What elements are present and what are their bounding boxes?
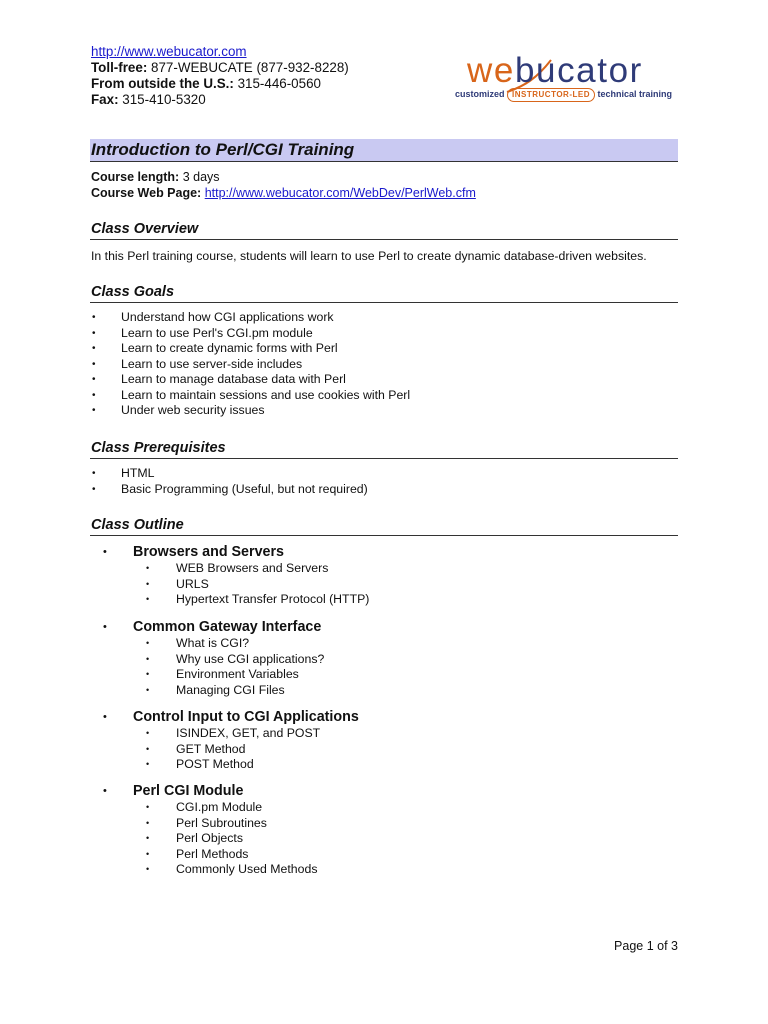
outline-subitem xyxy=(91,831,317,847)
goal-item-text: Learn to use server-side includes xyxy=(121,356,303,371)
logo-wordmark xyxy=(467,52,643,90)
goals-heading-text: Class Goals xyxy=(91,284,175,300)
outline-subitems xyxy=(91,636,324,698)
course-length-value: 3 days xyxy=(182,170,220,184)
goal-item-text: Learn to use Perl's CGI.pm module xyxy=(121,325,313,340)
goal-item-text: Learn to maintain sessions and use cookies with Perl xyxy=(121,387,411,402)
outline-subitem-text: Perl Objects xyxy=(176,831,243,845)
outside-us-label: From outside the U.S.: xyxy=(91,76,234,91)
outline-section xyxy=(91,782,317,878)
outline-heading xyxy=(90,516,678,536)
outline-section-title xyxy=(91,618,324,636)
bullet-icon: • xyxy=(146,802,150,812)
bullet-icon: • xyxy=(92,389,96,401)
goal-item xyxy=(92,403,410,419)
title-bar xyxy=(90,139,678,162)
outline-subitem-text: What is CGI? xyxy=(176,636,250,650)
tollfree-value: 877-WEBUCATE (877-932-8228) xyxy=(151,60,349,75)
bullet-icon: • xyxy=(146,817,150,828)
goal-item xyxy=(92,310,410,326)
logo-wordmark-part-b: bucator xyxy=(514,51,643,90)
outline-section-title xyxy=(91,782,317,800)
page-number: Page 1 of 3 xyxy=(614,939,678,953)
tagline-right: technical training xyxy=(597,89,673,99)
outline-subitem xyxy=(91,816,317,832)
outline-section-title-text: Perl CGI Module xyxy=(133,783,244,799)
outline-heading-text: Class Outline xyxy=(91,517,184,533)
bullet-icon: • xyxy=(146,684,150,695)
prereq-item xyxy=(92,481,368,498)
bullet-icon: • xyxy=(146,669,150,679)
goal-item-text: Learn to create dynamic forms with Perl xyxy=(121,341,338,355)
outside-us-value: 315-446-0560 xyxy=(237,76,321,91)
outline-subitems xyxy=(91,561,369,608)
outline-subitems xyxy=(91,800,317,878)
outline-subitem-text: Managing CGI Files xyxy=(176,682,285,697)
bullet-icon: • xyxy=(92,327,96,339)
webucator-logo xyxy=(455,52,677,102)
goal-item xyxy=(92,372,410,388)
bullet-icon: • xyxy=(103,711,107,723)
outline-subitem xyxy=(91,800,317,816)
overview-heading-text: Class Overview xyxy=(91,221,199,237)
goals-list xyxy=(92,310,411,419)
bullet-icon: • xyxy=(146,728,150,738)
outline-subitem xyxy=(91,683,324,699)
outline-section xyxy=(91,708,359,773)
goals-heading xyxy=(90,283,678,303)
outline-subitem xyxy=(91,667,324,683)
bullet-icon: • xyxy=(146,759,150,769)
overview-heading xyxy=(90,220,678,240)
bullet-icon: • xyxy=(92,405,96,416)
page-title: Introduction to Perl/CGI Training xyxy=(91,140,355,159)
bullet-icon: • xyxy=(146,864,150,874)
goal-item xyxy=(92,387,411,404)
bullet-icon: • xyxy=(92,483,96,495)
bullet-icon: • xyxy=(92,468,96,479)
course-page-link[interactable]: http://www.webucator.com/WebDev/PerlWeb.cfm xyxy=(204,186,476,200)
prereqs-heading xyxy=(90,439,678,459)
bullet-icon: • xyxy=(92,312,96,323)
course-info xyxy=(91,169,476,201)
tagline-left: customized xyxy=(455,89,505,99)
outline-subitem-text: GET Method xyxy=(176,741,246,756)
tollfree-line xyxy=(91,60,349,76)
outline-subitem-text: Environment Variables xyxy=(176,667,299,681)
outline-subitem-text: POST Method xyxy=(176,757,254,771)
logo-wordmark-part-a: we xyxy=(467,51,515,90)
outline-section-title xyxy=(91,543,369,561)
outline-subitem xyxy=(91,726,359,742)
bullet-icon: • xyxy=(146,653,150,664)
bullet-icon: • xyxy=(146,743,150,754)
fax-value: 315-410-5320 xyxy=(122,92,206,107)
outline-subitem-text: ISINDEX, GET, and POST xyxy=(176,726,321,740)
goal-item-text: Learn to manage database data with Perl xyxy=(121,372,346,386)
contact-block xyxy=(91,44,349,108)
outline-subitem-text: CGI.pm Module xyxy=(176,800,263,814)
prereqs-list xyxy=(92,466,368,497)
bullet-icon: • xyxy=(146,563,150,573)
course-page-line xyxy=(91,185,476,201)
prereqs-heading-text: Class Prerequisites xyxy=(91,440,226,456)
bullet-icon: • xyxy=(92,374,96,385)
tagline-instructor-led: INSTRUCTOR-LED xyxy=(507,88,595,102)
goal-item xyxy=(92,356,410,373)
overview-text: In this Perl training course, students will learn to use Perl to create dynamic database-driven websites. xyxy=(91,249,647,263)
bullet-icon: • xyxy=(92,343,96,354)
outline-subitem xyxy=(91,592,369,608)
outline-subitem xyxy=(91,742,359,758)
outline-subitem xyxy=(91,757,359,773)
outline-subitem xyxy=(91,636,324,652)
bullet-icon: • xyxy=(103,546,107,558)
course-page-label: Course Web Page: xyxy=(91,186,202,200)
outline-section-title xyxy=(91,708,359,726)
prereq-item-text: Basic Programming (Useful, but not required) xyxy=(121,481,368,496)
goal-item xyxy=(92,341,410,357)
outline-subitem xyxy=(91,862,317,878)
outline-subitem-text: Perl Subroutines xyxy=(176,815,267,830)
prereq-item-text: HTML xyxy=(121,466,155,480)
outline-subitem-text: WEB Browsers and Servers xyxy=(176,561,329,575)
outline-section-title-text: Control Input to CGI Applications xyxy=(133,709,359,725)
bullet-icon: • xyxy=(146,594,150,604)
fax-label: Fax: xyxy=(91,92,119,107)
outline-subitem-text: Why use CGI applications? xyxy=(176,651,325,666)
outline-section xyxy=(91,543,369,608)
outline-subitem-text: URLS xyxy=(176,576,209,591)
outline-subitem-text: Commonly Used Methods xyxy=(176,862,318,876)
bullet-icon: • xyxy=(146,833,150,843)
outside-us-line xyxy=(91,76,349,92)
goal-item-text: Understand how CGI applications work xyxy=(121,310,334,324)
outline-subitem-text: Perl Methods xyxy=(176,846,249,861)
logo-tagline xyxy=(455,88,672,102)
tollfree-label: Toll-free: xyxy=(91,60,148,75)
website-link[interactable]: http://www.webucator.com xyxy=(91,44,247,59)
outline-section-title-text: Browsers and Servers xyxy=(133,544,284,560)
bullet-icon: • xyxy=(146,578,150,589)
outline-subitem xyxy=(91,652,324,668)
outline-subitem xyxy=(91,847,317,863)
bullet-icon: • xyxy=(103,785,107,797)
goal-item xyxy=(92,325,410,342)
bullet-icon: • xyxy=(146,848,150,859)
bullet-icon: • xyxy=(103,621,107,633)
outline-subitems xyxy=(91,726,359,773)
bullet-icon: • xyxy=(92,358,96,370)
bullet-icon: • xyxy=(146,638,150,648)
outline-subitem xyxy=(91,561,369,577)
prereq-item xyxy=(92,466,368,482)
outline-section xyxy=(91,618,324,698)
outline-subitem-text: Hypertext Transfer Protocol (HTTP) xyxy=(176,592,370,606)
outline-section-title-text: Common Gateway Interface xyxy=(133,619,322,635)
course-length-label: Course length: xyxy=(91,170,180,184)
goal-item-text: Under web security issues xyxy=(121,403,265,417)
fax-line xyxy=(91,92,349,108)
course-length-line xyxy=(91,169,476,185)
outline-subitem xyxy=(91,577,369,593)
